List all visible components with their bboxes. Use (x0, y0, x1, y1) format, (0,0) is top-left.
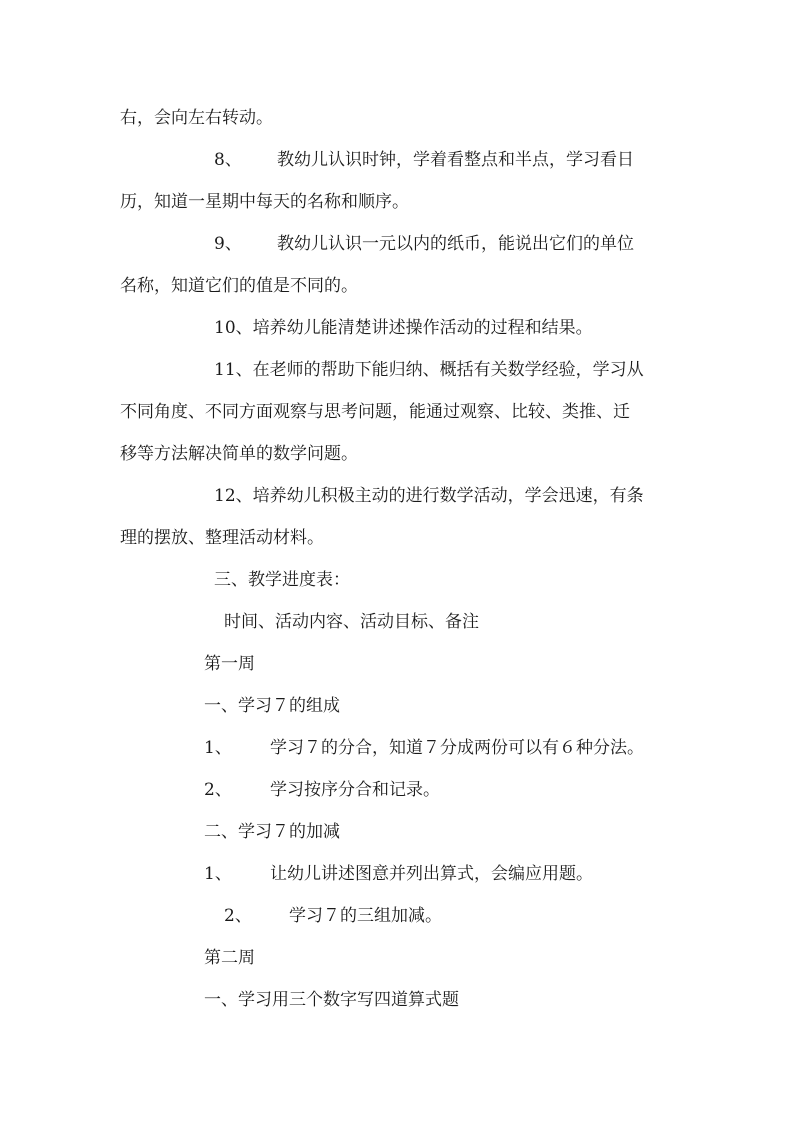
list-number: 2、 (224, 906, 252, 926)
topic-heading: 二、学习７的加减 (204, 822, 340, 842)
text-line: 教幼儿认识一元以内的纸币，能说出它们的单位 (277, 234, 634, 254)
text-line: 移等方法解决简单的数学问题。 (120, 444, 358, 464)
list-number: 9、 (214, 234, 242, 254)
text-line: 学习７的三组加减。 (289, 906, 442, 926)
text-line: 12、培养幼儿积极主动的进行数学活动，学会迅速，有条 (214, 486, 644, 506)
text-line: 11、在老师的帮助下能归纳、概括有关数学经验，学习从 (214, 360, 644, 380)
text-line: 历，知道一星期中每天的名称和顺序。 (120, 192, 409, 212)
text-line: 10、培养幼儿能清楚讲述操作活动的过程和结果。 (214, 318, 593, 338)
text-line: 右，会向左右转动。 (120, 108, 273, 128)
list-number: 1、 (204, 738, 232, 758)
table-header-text: 时间、活动内容、活动目标、备注 (224, 612, 479, 632)
text-line: 不同角度、不同方面观察与思考问题，能通过观察、比较、类推、迁 (120, 402, 630, 422)
list-number: 1、 (204, 864, 232, 884)
text-line: 让幼儿讲述图意并列出算式，会编应用题。 (270, 864, 593, 884)
text-line: 教幼儿认识时钟，学着看整点和半点，学习看日 (277, 150, 634, 170)
text-line: 学习７的分合，知道７分成两份可以有６种分法。 (270, 738, 644, 758)
week-heading: 第二周 (204, 948, 255, 968)
week-heading: 第一周 (204, 654, 255, 674)
topic-heading: 一、学习７的组成 (204, 696, 340, 716)
text-line: 学习按序分合和记录。 (270, 780, 440, 800)
topic-heading: 一、学习用三个数字写四道算式题 (204, 990, 459, 1010)
text-line: 理的摆放、整理活动材料。 (120, 528, 324, 548)
section-heading: 三、教学进度表： (214, 570, 350, 590)
text-line: 名称，知道它们的值是不同的。 (120, 276, 358, 296)
list-number: 8、 (214, 150, 242, 170)
list-number: 2、 (204, 780, 232, 800)
